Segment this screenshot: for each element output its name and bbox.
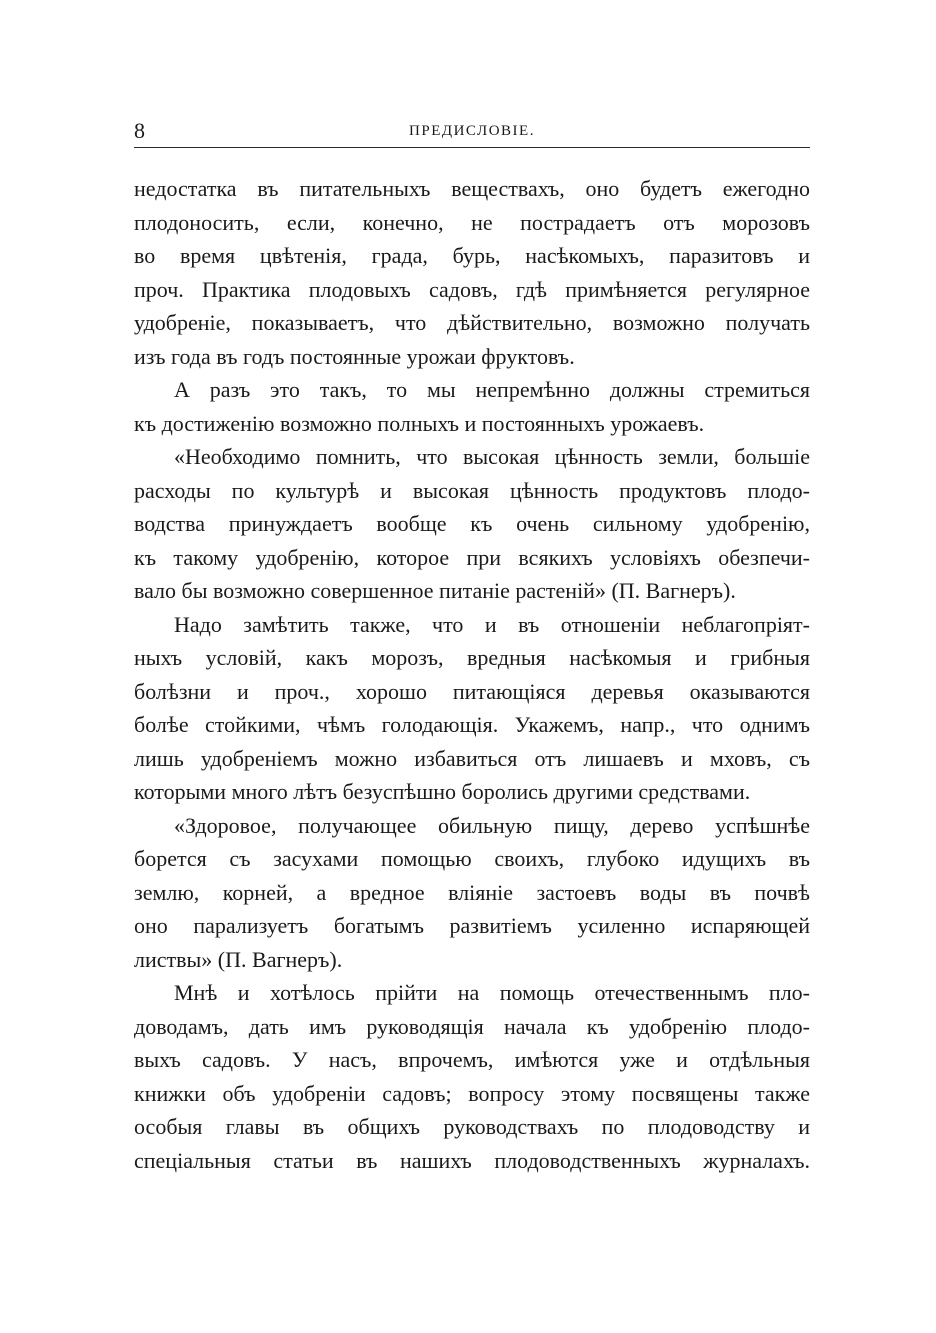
text-line: борется съ засухами помощью своихъ, глубоко идущихъ въ [134, 846, 810, 871]
page-header [134, 118, 810, 148]
text-line: выхъ садовъ. У насъ, впрочемъ, имѣются уже и отдѣльныя [134, 1047, 810, 1072]
paragraph-1 [134, 172, 810, 373]
paragraph-6 [134, 976, 810, 1177]
text-line: къ такому удобренію, которое при всякихъ условіяхъ обезпечи- [134, 544, 810, 570]
text-line: листвы» (П. Вагнеръ). [134, 946, 343, 972]
body-text [134, 172, 810, 1177]
paragraph-2 [134, 373, 810, 440]
text-line: плодоносить, если, конечно, не пострадаетъ отъ морозовъ [134, 209, 810, 235]
text-line: которыми много лѣтъ безуспѣшно боролись другими средствами. [134, 779, 751, 804]
text-line: особыя главы въ общихъ руководствахъ по плодоводству и [134, 1114, 810, 1139]
text-line: водства принуждаетъ вообще къ очень сильному удобренію, [134, 511, 810, 536]
text-line: спеціальныя статьи въ нашихъ плодоводственныхъ журналахъ. [134, 1147, 810, 1173]
text-line: расходы по культурѣ и высокая цѣнность продуктовъ плодо- [134, 477, 810, 503]
text-line: землю, корней, а вредное вліяніе застоевъ воды въ почвѣ [134, 879, 810, 905]
text-line: «Здоровое, получающее обильную пищу, дерево успѣшнѣе [174, 812, 810, 838]
text-line: во время цвѣтенія, града, бурь, насѣкомыхъ, паразитовъ и [134, 243, 810, 268]
text-line: къ достиженію возможно полныхъ и постоянныхъ урожаевъ. [134, 410, 705, 436]
text-line: проч. Практика плодовыхъ садовъ, гдѣ примѣняется регулярное [134, 276, 810, 302]
running-title: ПРЕДИСЛОВІЕ. [409, 123, 535, 139]
paragraph-5 [134, 809, 810, 977]
page-number: 8 [134, 118, 145, 143]
text-line: болѣе стойкими, чѣмъ голодающія. Укажемъ, напр., что однимъ [134, 712, 810, 737]
paragraph-4 [134, 608, 810, 809]
text-line: недостатка въ питательныхъ веществахъ, оно будетъ ежегодно [134, 176, 810, 201]
text-line: лишь удобреніемъ можно избавиться отъ лишаевъ и мховъ, съ [134, 745, 810, 771]
text-line: вало бы возможно совершенное питаніе растеній» (П. Вагнеръ). [134, 578, 736, 603]
paragraph-3 [134, 440, 810, 608]
text-line: удобреніе, показываетъ, что дѣйствительно, возможно получать [134, 310, 810, 335]
text-line: «Необходимо помнить, что высокая цѣнность земли, большіе [174, 444, 810, 469]
text-line: Мнѣ и хотѣлось прійти на помощь отечественнымъ пло- [174, 980, 810, 1005]
text-line: книжки объ удобреніи садовъ; вопросу этому посвящены также [134, 1080, 810, 1106]
text-line: доводамъ, дать имъ руководящія начала къ удобренію плодо- [134, 1013, 810, 1039]
text-line: А разъ это такъ, то мы непремѣнно должны стремиться [174, 377, 810, 402]
text-line: ныхъ условій, какъ морозъ, вредныя насѣкомыя и грибныя [134, 645, 810, 670]
text-line: оно парализуетъ богатымъ развитіемъ усиленно испаряющей [134, 913, 810, 938]
text-line: изъ года въ годъ постоянные урожаи фруктовъ. [134, 343, 575, 369]
text-line: болѣзни и проч., хорошо питающіяся деревья оказываются [134, 678, 810, 704]
header-rule [134, 147, 810, 148]
text-line: Надо замѣтить также, что и въ отношеніи неблагопріят- [174, 611, 810, 637]
